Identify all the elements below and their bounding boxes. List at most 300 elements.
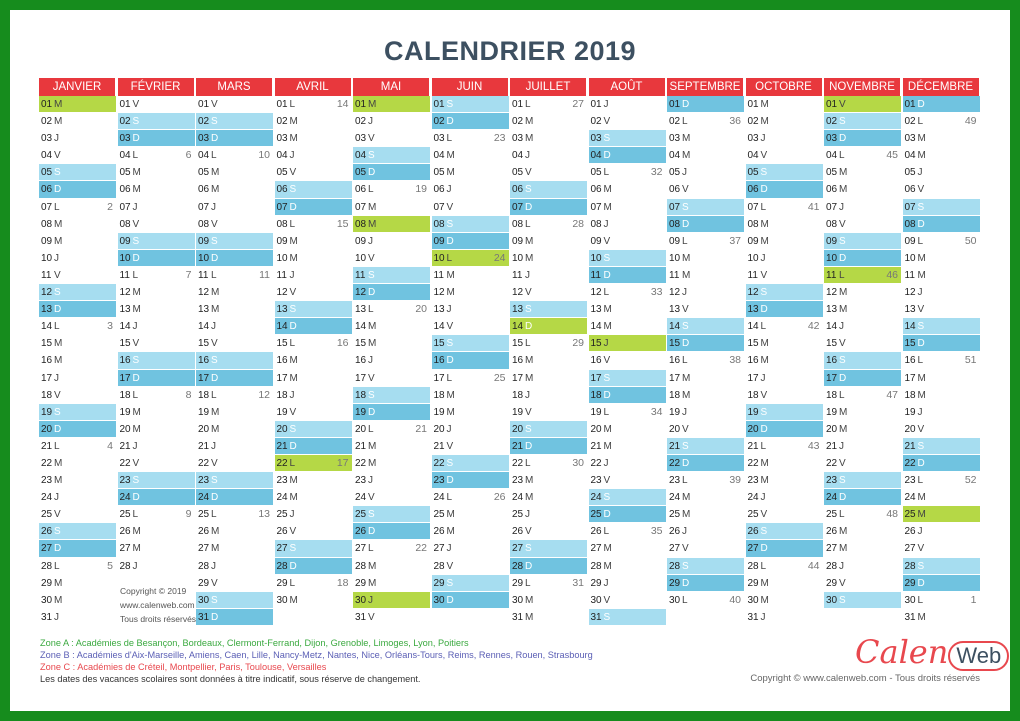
day-cell[interactable] <box>746 199 823 216</box>
day-cell[interactable] <box>510 216 587 233</box>
day-cell[interactable] <box>589 181 666 198</box>
day-cell[interactable] <box>510 592 587 609</box>
day-cell[interactable] <box>510 558 587 575</box>
day-cell[interactable] <box>510 455 587 472</box>
day-cell[interactable] <box>589 284 666 301</box>
day-cell[interactable] <box>275 199 352 216</box>
day-cell[interactable] <box>432 523 509 540</box>
day-cell[interactable] <box>353 284 430 301</box>
day-cell[interactable] <box>510 421 587 438</box>
day-cell[interactable] <box>746 404 823 421</box>
day-cell[interactable] <box>589 318 666 335</box>
day-cell[interactable] <box>353 352 430 369</box>
day-cell[interactable] <box>667 540 744 557</box>
day-cell[interactable] <box>824 370 901 387</box>
day-cell[interactable] <box>589 301 666 318</box>
day-cell[interactable] <box>196 216 273 233</box>
day-cell[interactable] <box>589 592 666 609</box>
day-cell[interactable] <box>353 455 430 472</box>
day-cell[interactable] <box>667 421 744 438</box>
day-cell[interactable] <box>39 130 116 147</box>
day-cell[interactable] <box>746 216 823 233</box>
day-cell[interactable] <box>824 352 901 369</box>
day-cell[interactable] <box>746 113 823 130</box>
day-cell[interactable] <box>746 318 823 335</box>
day-cell[interactable] <box>589 523 666 540</box>
day-cell[interactable] <box>746 575 823 592</box>
day-cell[interactable] <box>903 421 980 438</box>
day-cell[interactable] <box>118 267 195 284</box>
day-cell[interactable] <box>903 181 980 198</box>
day-cell[interactable] <box>510 181 587 198</box>
day-cell[interactable] <box>432 130 509 147</box>
day-cell[interactable] <box>432 147 509 164</box>
day-cell[interactable] <box>903 250 980 267</box>
day-cell[interactable] <box>39 575 116 592</box>
day-cell[interactable] <box>118 352 195 369</box>
day-cell[interactable] <box>39 318 116 335</box>
day-cell[interactable] <box>667 147 744 164</box>
day-cell[interactable] <box>824 506 901 523</box>
day-cell[interactable] <box>589 540 666 557</box>
day-cell[interactable] <box>510 489 587 506</box>
day-cell[interactable] <box>589 404 666 421</box>
day-cell[interactable] <box>196 387 273 404</box>
day-cell[interactable] <box>353 301 430 318</box>
day-cell[interactable] <box>824 318 901 335</box>
day-cell[interactable] <box>275 387 352 404</box>
day-cell[interactable] <box>589 216 666 233</box>
day-cell[interactable] <box>275 404 352 421</box>
day-cell[interactable] <box>353 113 430 130</box>
day-cell[interactable] <box>510 540 587 557</box>
day-cell[interactable] <box>824 216 901 233</box>
day-cell[interactable] <box>589 199 666 216</box>
day-cell[interactable] <box>589 558 666 575</box>
day-cell[interactable] <box>589 147 666 164</box>
day-cell[interactable] <box>275 96 352 113</box>
day-cell[interactable] <box>196 96 273 113</box>
day-cell[interactable] <box>353 558 430 575</box>
day-cell[interactable] <box>275 335 352 352</box>
day-cell[interactable] <box>118 421 195 438</box>
day-cell[interactable] <box>196 147 273 164</box>
day-cell[interactable] <box>118 370 195 387</box>
day-cell[interactable] <box>275 164 352 181</box>
day-cell[interactable] <box>824 250 901 267</box>
day-cell[interactable] <box>589 455 666 472</box>
day-cell[interactable] <box>903 438 980 455</box>
day-cell[interactable] <box>510 352 587 369</box>
day-cell[interactable] <box>510 267 587 284</box>
day-cell[interactable] <box>510 250 587 267</box>
day-cell[interactable] <box>903 472 980 489</box>
day-cell[interactable] <box>432 438 509 455</box>
day-cell[interactable] <box>667 404 744 421</box>
day-cell[interactable] <box>824 335 901 352</box>
day-cell[interactable] <box>353 540 430 557</box>
day-cell[interactable] <box>118 250 195 267</box>
day-cell[interactable] <box>667 455 744 472</box>
day-cell[interactable] <box>824 592 901 609</box>
day-cell[interactable] <box>903 352 980 369</box>
day-cell[interactable] <box>903 335 980 352</box>
day-cell[interactable] <box>196 335 273 352</box>
day-cell[interactable] <box>746 181 823 198</box>
day-cell[interactable] <box>667 233 744 250</box>
day-cell[interactable] <box>432 216 509 233</box>
day-cell[interactable] <box>903 199 980 216</box>
day-cell[interactable] <box>432 301 509 318</box>
day-cell[interactable] <box>667 575 744 592</box>
day-cell[interactable] <box>196 472 273 489</box>
day-cell[interactable] <box>118 404 195 421</box>
day-cell[interactable] <box>196 284 273 301</box>
day-cell[interactable] <box>275 301 352 318</box>
day-cell[interactable] <box>353 318 430 335</box>
day-cell[interactable] <box>903 523 980 540</box>
day-cell[interactable] <box>196 438 273 455</box>
day-cell[interactable] <box>39 113 116 130</box>
day-cell[interactable] <box>432 284 509 301</box>
day-cell[interactable] <box>589 164 666 181</box>
day-cell[interactable] <box>746 147 823 164</box>
day-cell[interactable] <box>196 181 273 198</box>
day-cell[interactable] <box>746 592 823 609</box>
day-cell[interactable] <box>432 181 509 198</box>
day-cell[interactable] <box>39 164 116 181</box>
day-cell[interactable] <box>589 506 666 523</box>
day-cell[interactable] <box>589 472 666 489</box>
day-cell[interactable] <box>275 438 352 455</box>
day-cell[interactable] <box>746 489 823 506</box>
day-cell[interactable] <box>824 267 901 284</box>
day-cell[interactable] <box>196 540 273 557</box>
day-cell[interactable] <box>510 284 587 301</box>
day-cell[interactable] <box>118 558 195 575</box>
day-cell[interactable] <box>746 164 823 181</box>
day-cell[interactable] <box>667 472 744 489</box>
day-cell[interactable] <box>353 575 430 592</box>
day-cell[interactable] <box>667 199 744 216</box>
day-cell[interactable] <box>903 164 980 181</box>
day-cell[interactable] <box>118 147 195 164</box>
day-cell[interactable] <box>746 233 823 250</box>
day-cell[interactable] <box>903 558 980 575</box>
day-cell[interactable] <box>510 130 587 147</box>
day-cell[interactable] <box>824 301 901 318</box>
day-cell[interactable] <box>39 472 116 489</box>
day-cell[interactable] <box>353 506 430 523</box>
day-cell[interactable] <box>903 147 980 164</box>
day-cell[interactable] <box>353 216 430 233</box>
day-cell[interactable] <box>118 164 195 181</box>
day-cell[interactable] <box>196 164 273 181</box>
day-cell[interactable] <box>667 506 744 523</box>
day-cell[interactable] <box>903 113 980 130</box>
day-cell[interactable] <box>118 387 195 404</box>
day-cell[interactable] <box>510 96 587 113</box>
day-cell[interactable] <box>196 233 273 250</box>
day-cell[interactable] <box>432 455 509 472</box>
day-cell[interactable] <box>746 250 823 267</box>
day-cell[interactable] <box>746 284 823 301</box>
day-cell[interactable] <box>196 250 273 267</box>
day-cell[interactable] <box>824 233 901 250</box>
day-cell[interactable] <box>275 216 352 233</box>
day-cell[interactable] <box>746 540 823 557</box>
day-cell[interactable] <box>275 472 352 489</box>
day-cell[interactable] <box>589 370 666 387</box>
day-cell[interactable] <box>353 267 430 284</box>
day-cell[interactable] <box>118 181 195 198</box>
day-cell[interactable] <box>589 489 666 506</box>
day-cell[interactable] <box>275 592 352 609</box>
day-cell[interactable] <box>39 609 116 626</box>
day-cell[interactable] <box>39 404 116 421</box>
day-cell[interactable] <box>510 301 587 318</box>
day-cell[interactable] <box>118 523 195 540</box>
day-cell[interactable] <box>39 438 116 455</box>
day-cell[interactable] <box>903 233 980 250</box>
day-cell[interactable] <box>824 421 901 438</box>
day-cell[interactable] <box>39 96 116 113</box>
day-cell[interactable] <box>39 233 116 250</box>
day-cell[interactable] <box>353 421 430 438</box>
day-cell[interactable] <box>824 164 901 181</box>
day-cell[interactable] <box>275 575 352 592</box>
day-cell[interactable] <box>275 506 352 523</box>
day-cell[interactable] <box>118 284 195 301</box>
day-cell[interactable] <box>353 523 430 540</box>
day-cell[interactable] <box>824 130 901 147</box>
day-cell[interactable] <box>118 318 195 335</box>
day-cell[interactable] <box>903 455 980 472</box>
day-cell[interactable] <box>118 216 195 233</box>
day-cell[interactable] <box>432 370 509 387</box>
day-cell[interactable] <box>353 199 430 216</box>
day-cell[interactable] <box>589 438 666 455</box>
day-cell[interactable] <box>432 404 509 421</box>
day-cell[interactable] <box>903 387 980 404</box>
day-cell[interactable] <box>746 523 823 540</box>
day-cell[interactable] <box>118 455 195 472</box>
day-cell[interactable] <box>746 472 823 489</box>
day-cell[interactable] <box>824 147 901 164</box>
day-cell[interactable] <box>667 318 744 335</box>
calenweb-logo[interactable] <box>855 633 1009 671</box>
day-cell[interactable] <box>746 267 823 284</box>
day-cell[interactable] <box>432 489 509 506</box>
day-cell[interactable] <box>275 267 352 284</box>
day-cell[interactable] <box>667 592 744 609</box>
day-cell[interactable] <box>667 335 744 352</box>
day-cell[interactable] <box>903 609 980 626</box>
day-cell[interactable] <box>824 404 901 421</box>
day-cell[interactable] <box>39 455 116 472</box>
day-cell[interactable] <box>118 335 195 352</box>
day-cell[interactable] <box>903 592 980 609</box>
day-cell[interactable] <box>903 575 980 592</box>
day-cell[interactable] <box>39 267 116 284</box>
day-cell[interactable] <box>39 335 116 352</box>
day-cell[interactable] <box>589 267 666 284</box>
day-cell[interactable] <box>903 489 980 506</box>
day-cell[interactable] <box>196 352 273 369</box>
day-cell[interactable] <box>196 558 273 575</box>
day-cell[interactable] <box>903 216 980 233</box>
day-cell[interactable] <box>903 404 980 421</box>
day-cell[interactable] <box>667 301 744 318</box>
day-cell[interactable] <box>118 489 195 506</box>
day-cell[interactable] <box>746 301 823 318</box>
day-cell[interactable] <box>118 113 195 130</box>
day-cell[interactable] <box>118 438 195 455</box>
day-cell[interactable] <box>39 181 116 198</box>
day-cell[interactable] <box>39 250 116 267</box>
day-cell[interactable] <box>746 609 823 626</box>
day-cell[interactable] <box>432 233 509 250</box>
day-cell[interactable] <box>275 181 352 198</box>
day-cell[interactable] <box>746 335 823 352</box>
day-cell[interactable] <box>746 96 823 113</box>
day-cell[interactable] <box>510 147 587 164</box>
day-cell[interactable] <box>667 523 744 540</box>
day-cell[interactable] <box>275 489 352 506</box>
day-cell[interactable] <box>432 558 509 575</box>
day-cell[interactable] <box>118 540 195 557</box>
day-cell[interactable] <box>824 523 901 540</box>
day-cell[interactable] <box>589 575 666 592</box>
day-cell[interactable] <box>353 233 430 250</box>
day-cell[interactable] <box>39 523 116 540</box>
day-cell[interactable] <box>746 130 823 147</box>
day-cell[interactable] <box>510 575 587 592</box>
day-cell[interactable] <box>903 318 980 335</box>
day-cell[interactable] <box>275 147 352 164</box>
day-cell[interactable] <box>353 438 430 455</box>
day-cell[interactable] <box>118 506 195 523</box>
day-cell[interactable] <box>432 113 509 130</box>
day-cell[interactable] <box>510 472 587 489</box>
day-cell[interactable] <box>353 96 430 113</box>
day-cell[interactable] <box>196 404 273 421</box>
day-cell[interactable] <box>275 250 352 267</box>
day-cell[interactable] <box>589 96 666 113</box>
day-cell[interactable] <box>510 404 587 421</box>
day-cell[interactable] <box>903 506 980 523</box>
day-cell[interactable] <box>667 130 744 147</box>
day-cell[interactable] <box>667 352 744 369</box>
day-cell[interactable] <box>275 523 352 540</box>
day-cell[interactable] <box>824 472 901 489</box>
day-cell[interactable] <box>510 438 587 455</box>
day-cell[interactable] <box>824 181 901 198</box>
day-cell[interactable] <box>39 540 116 557</box>
day-cell[interactable] <box>118 96 195 113</box>
day-cell[interactable] <box>589 387 666 404</box>
day-cell[interactable] <box>824 113 901 130</box>
day-cell[interactable] <box>432 387 509 404</box>
day-cell[interactable] <box>353 609 430 626</box>
day-cell[interactable] <box>667 370 744 387</box>
day-cell[interactable] <box>196 267 273 284</box>
day-cell[interactable] <box>275 113 352 130</box>
day-cell[interactable] <box>353 181 430 198</box>
day-cell[interactable] <box>432 506 509 523</box>
day-cell[interactable] <box>746 558 823 575</box>
day-cell[interactable] <box>353 404 430 421</box>
day-cell[interactable] <box>589 352 666 369</box>
day-cell[interactable] <box>432 96 509 113</box>
copyright-line-2[interactable]: www.calenweb.com <box>120 600 195 610</box>
day-cell[interactable] <box>824 284 901 301</box>
day-cell[interactable] <box>353 387 430 404</box>
day-cell[interactable] <box>196 113 273 130</box>
day-cell[interactable] <box>39 592 116 609</box>
day-cell[interactable] <box>746 387 823 404</box>
day-cell[interactable] <box>903 301 980 318</box>
day-cell[interactable] <box>196 575 273 592</box>
day-cell[interactable] <box>667 267 744 284</box>
day-cell[interactable] <box>353 164 430 181</box>
day-cell[interactable] <box>667 438 744 455</box>
day-cell[interactable] <box>353 370 430 387</box>
day-cell[interactable] <box>746 455 823 472</box>
day-cell[interactable] <box>903 267 980 284</box>
day-cell[interactable] <box>196 455 273 472</box>
day-cell[interactable] <box>432 472 509 489</box>
day-cell[interactable] <box>589 421 666 438</box>
day-cell[interactable] <box>510 113 587 130</box>
day-cell[interactable] <box>39 284 116 301</box>
day-cell[interactable] <box>118 472 195 489</box>
day-cell[interactable] <box>667 96 744 113</box>
day-cell[interactable] <box>196 130 273 147</box>
day-cell[interactable] <box>118 199 195 216</box>
day-cell[interactable] <box>510 387 587 404</box>
day-cell[interactable] <box>353 335 430 352</box>
day-cell[interactable] <box>667 489 744 506</box>
day-cell[interactable] <box>510 233 587 250</box>
day-cell[interactable] <box>824 455 901 472</box>
day-cell[interactable] <box>196 301 273 318</box>
day-cell[interactable] <box>432 335 509 352</box>
day-cell[interactable] <box>353 472 430 489</box>
day-cell[interactable] <box>275 352 352 369</box>
day-cell[interactable] <box>510 523 587 540</box>
day-cell[interactable] <box>196 592 273 609</box>
day-cell[interactable] <box>667 164 744 181</box>
day-cell[interactable] <box>196 523 273 540</box>
day-cell[interactable] <box>667 113 744 130</box>
day-cell[interactable] <box>589 113 666 130</box>
day-cell[interactable] <box>39 387 116 404</box>
day-cell[interactable] <box>432 575 509 592</box>
day-cell[interactable] <box>39 558 116 575</box>
day-cell[interactable] <box>510 506 587 523</box>
day-cell[interactable] <box>118 301 195 318</box>
day-cell[interactable] <box>824 558 901 575</box>
day-cell[interactable] <box>353 592 430 609</box>
day-cell[interactable] <box>39 370 116 387</box>
day-cell[interactable] <box>903 284 980 301</box>
day-cell[interactable] <box>746 506 823 523</box>
day-cell[interactable] <box>275 284 352 301</box>
day-cell[interactable] <box>510 199 587 216</box>
day-cell[interactable] <box>39 216 116 233</box>
day-cell[interactable] <box>432 250 509 267</box>
